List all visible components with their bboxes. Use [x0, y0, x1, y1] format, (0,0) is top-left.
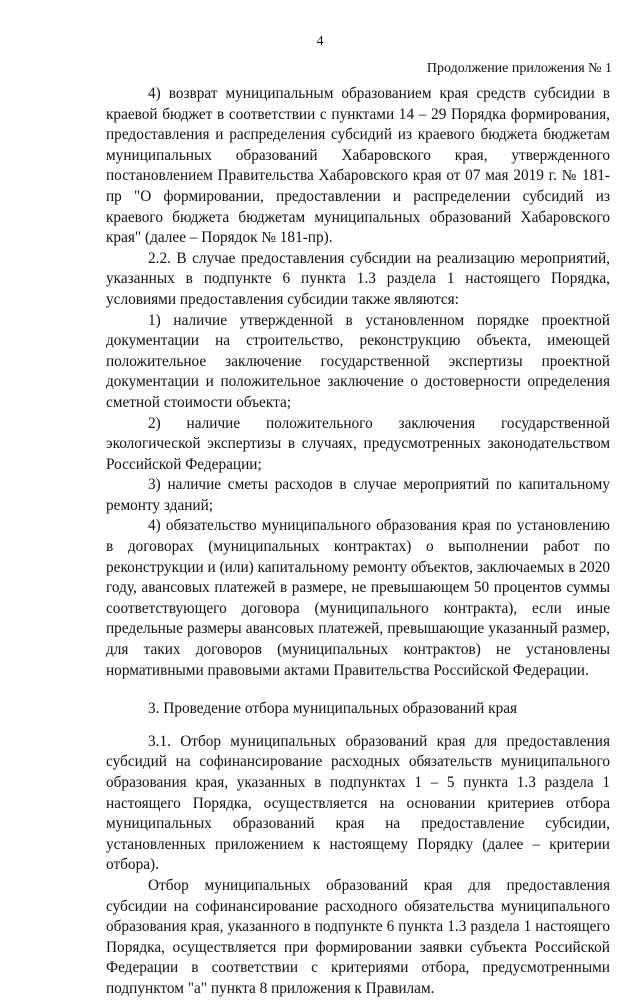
- list-item-advance-payments: 4) обязательство муниципального образования края по установлению в договорах (муниципальных контрактах) о выполнении работ по реконструкции и (или) капитальному ремонту объектов, заключаемых в 2020 году, авансовых платежей в размере, не превышающем 50 процентов суммы соответствующего договора (муниципального контракта), если иные предельные размеры авансовых платежей, превышающие указанный размер, для таких договоров (муниципальных контрактов) не установлены нормативными правовыми актами Правительства Российской Федерации.: [106, 517, 610, 679]
- list-item-ecological-expertise: 2) наличие положительного заключения государственной экологической экспертизы в случаях, предусмотренных законодательством Российской Федерации;: [106, 414, 610, 473]
- list-item-project-documentation: 1) наличие утвержденной в установленном порядке проектной документации на строительство, реконструкцию объекта, имеющей положительное заключение государственной экспертизы проектной документации и положительное заключение о достоверности определения сметной стоимости объекта;: [106, 311, 610, 411]
- paragraph-3-1: 3.1. Отбор муниципальных образований края для предоставления субсидий на софинансирование расходных обязательств муниципального образования края, указанных в подпунктах 1 – 5 пункта 1.3 раздела 1 настоящего Порядка, осуществляется на основании критериев отбора муниципальных образований края на предоставление субсидии, установленных приложением к настоящему Порядку (далее – критерии отбора).: [106, 732, 610, 874]
- page-number: 4: [316, 34, 324, 49]
- section-heading: 3. Проведение отбора муниципальных образований края: [148, 700, 518, 718]
- list-item-cost-estimate: 3) наличие сметы расходов в случае мероприятий по капитальному ремонту зданий;: [106, 476, 610, 514]
- paragraph-refund-obligation: 4) возврат муниципальным образованием края средств субсидии в краевой бюджет в соответствии с пунктами 14 – 29 Порядка формирования, предоставления и распределения субсидий из краевого бюджета бюджетам муниципальных образований Хабаровского края, утвержденного постановлением Правительства Хабаровского края от 07 мая 2019 г. № 181-пр "О формировании, предоставлении и распределении субсидий из краевого бюджета бюджетам муниципальных образований Хабаровского края" (далее – Порядок № 181-пр).: [106, 85, 610, 247]
- paragraph-2-2: 2.2. В случае предоставления субсидии на реализацию мероприятий, указанных в подпункте 6 пункта 1.3 раздела 1 настоящего Порядка, условиями предоставления субсидии также являются:: [106, 249, 610, 308]
- appendix-continuation-label: Продолжение приложения № 1: [426, 61, 612, 76]
- paragraph-selection-criteria: Отбор муниципальных образований края для предоставления субсидии на софинансирование расходного обязательства муниципального образования края, указанного в подпункте 6 пункта 1.3 раздела 1 настоящего Порядка, осуществляется при формировании заявки субъекта Российской Федерации в соответствии с критериями отбора, предусмотренными подпунктом "а" пункта 8 приложения к Правилам.: [106, 876, 610, 997]
- document-body: [106, 84, 610, 1000]
